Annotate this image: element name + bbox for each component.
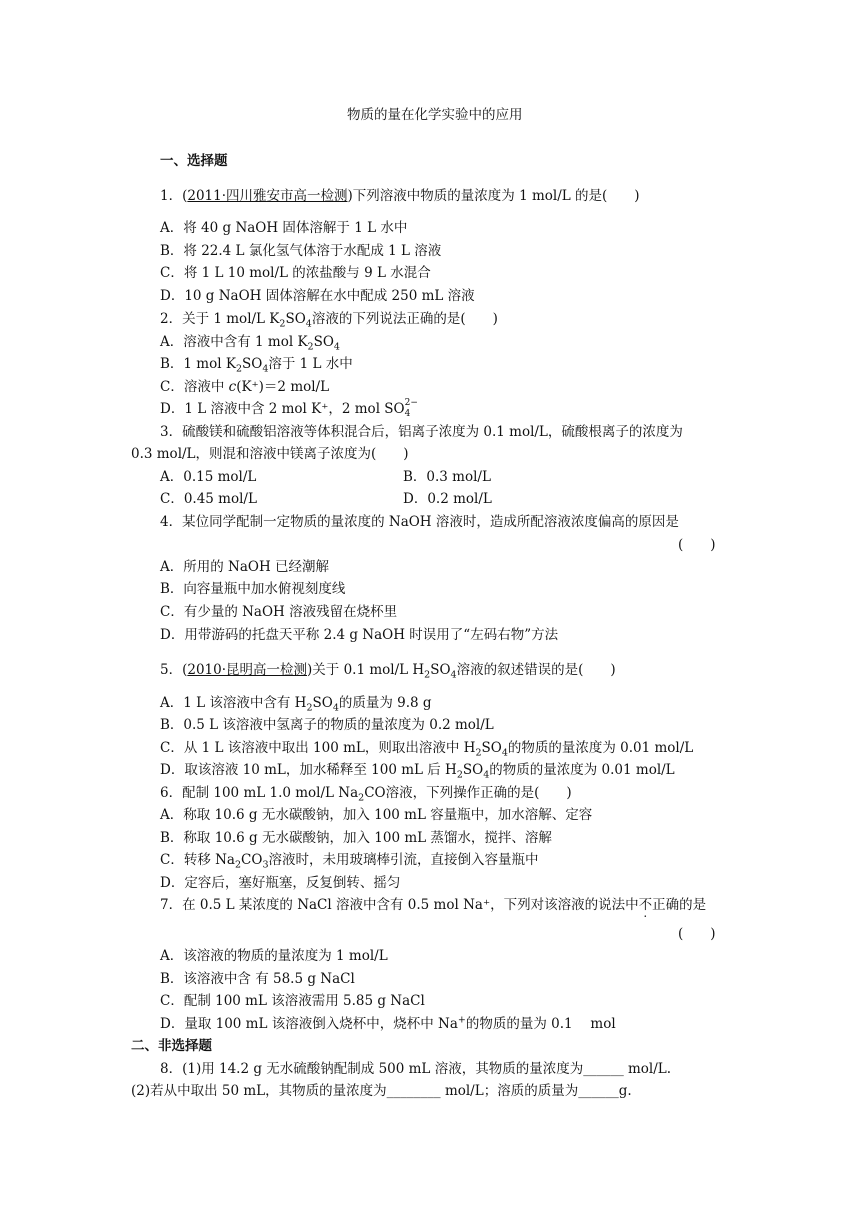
question-8-part-2: (2)若从中取出 50 mL，其物质的量浓度为________ mol/L；溶质的质量为______g. — [131, 1083, 632, 1099]
question-6-stem: 6．配制 100 mL 1.0 mol/L $Na_2CO$溶液，下列操作正确的是( ) — [160, 785, 572, 804]
question-5-source: 2010·昆明高一检测 — [187, 662, 308, 678]
question-7-option-d: D．量取 100 mL 该溶液倒入烧杯中，烧杯中 Na+的物质的量为 0.1 mol — [160, 1014, 616, 1032]
question-3-option-d: D．0.2 mol/L — [403, 491, 492, 507]
question-3-stem-line-1: 3．硫酸镁和硫酸铝溶液等体积混合后，铝离子浓度为 0.1 mol/L，硫酸根离子的浓度为 — [160, 424, 683, 440]
question-8-part-1: 8．(1)用 14.2 g 无水硫酸钠配制成 500 mL 溶液，其物质的量浓度为______ mol/L. — [160, 1061, 672, 1077]
question-1-option-b: B．将 22.4 L 氯化氢气体溶于水配成 1 L 溶液 — [160, 243, 442, 259]
question-4-stem: 4．某位同学配制一定物质的量浓度的 NaOH 溶液时，造成所配溶液浓度偏高的原因是 — [160, 514, 679, 530]
document-title: 物质的量在化学实验中的应用 — [347, 107, 523, 123]
question-3-option-a: A．0.15 mol/L — [160, 469, 257, 485]
question-1-stem: 1．(2011·四川雅安市高一检测)下列溶液中物质的量浓度为 1 mol/L 的是( ) — [160, 188, 640, 204]
question-3-option-b: B．0.3 mol/L — [403, 469, 491, 485]
emphasis-not: 不 — [638, 897, 653, 913]
question-1-source: 2011·四川雅安市高一检测 — [187, 188, 348, 204]
question-1-option-c: C．将 1 L 10 mol/L 的浓盐酸与 9 L 水混合 — [160, 265, 431, 281]
question-6-option-c: C．转移 $Na_2CO_3$溶液时，未用玻璃棒引流，直接倒入容量瓶中 — [160, 852, 539, 871]
question-1-option-a: A．将 40 g NaOH 固体溶解于 1 L 水中 — [160, 220, 408, 236]
question-5-option-c: C．从 1 L 该溶液中取出 100 mL，则取出溶液中 $H_2SO_4$的物质的量浓度为 0.01 mol/L — [160, 740, 694, 759]
question-2-option-c: C．溶液中 c(K⁺)＝2 mol/L — [160, 379, 330, 395]
question-4-option-d: D．用带游码的托盘天平称 2.4 g NaOH 时误用了“左码右物”方法 — [160, 627, 559, 643]
question-5-option-d: D．取该溶液 10 mL，加水稀释至 100 mL 后 $H_2SO_4$的物质的量浓度为 0.01 mol/L — [160, 762, 675, 781]
question-1-option-d: D．10 g NaOH 固体溶解在水中配成 250 mL 溶液 — [160, 288, 475, 304]
question-6-option-b: B．称取 10.6 g 无水碳酸钠，加入 100 mL 蒸馏水，搅拌、溶解 — [160, 830, 552, 846]
question-5-option-a: A．1 L 该溶液中含有 $H_2SO_4$的质量为 9.8 g — [160, 695, 432, 714]
section-heading-choice: 一、选择题 — [160, 153, 228, 169]
question-4-option-b: B．向容量瓶中加水俯视刻度线 — [160, 581, 346, 597]
question-4-option-a: A．所用的 NaOH 已经潮解 — [160, 559, 330, 575]
question-7-stem: 7．在 0.5 L 某浓度的 NaCl 溶液中含有 0.5 mol Na⁺，下列对该溶液的说法中不正确的是 — [160, 897, 707, 913]
question-3-option-c: C．0.45 mol/L — [160, 491, 257, 507]
question-7-option-a: A．该溶液的物质的量浓度为 1 mol/L — [160, 948, 388, 964]
question-4-option-c: C．有少量的 NaOH 溶液残留在烧杯里 — [160, 604, 398, 620]
question-5-option-b: B．0.5 L 该溶液中氢离子的物质的量浓度为 0.2 mol/L — [160, 717, 494, 733]
question-6-option-a: A．称取 10.6 g 无水碳酸钠，加入 100 mL 容量瓶中，加水溶解、定容 — [160, 807, 593, 823]
question-2-option-a: A．溶液中含有 1 mol $K_2SO_4$ — [160, 334, 340, 353]
question-2-option-b: B．1 mol $K_2SO_4$溶于 1 L 水中 — [160, 356, 353, 375]
question-3-stem-line-2: 0.3 mol/L，则混和溶液中镁离子浓度为( ) — [131, 446, 409, 462]
question-4-answer-paren: ( ) — [678, 537, 716, 553]
question-2-option-d: D．1 L 溶液中含 2 mol K⁺，2 mol SO 2− 4 — [160, 398, 418, 419]
question-5-stem: 5．(2010·昆明高一检测)关于 0.1 mol/L $H_2SO_4$溶液的叙述错误的是( ) — [160, 662, 616, 681]
question-7-option-c: C．配制 100 mL 该溶液需用 5.85 g NaCl — [160, 993, 425, 1009]
question-7-option-b: B．该溶液中含 有 58.5 g NaCl — [160, 971, 355, 987]
question-2-stem: 2．关于 1 mol/L $K_2SO_4$溶液的下列说法正确的是( ) — [160, 311, 498, 330]
section-heading-non-choice: 二、非选择题 — [131, 1038, 212, 1054]
question-6-option-d: D．定容后，塞好瓶塞，反复倒转、摇匀 — [160, 875, 401, 891]
question-7-answer-paren: ( ) — [678, 926, 716, 942]
